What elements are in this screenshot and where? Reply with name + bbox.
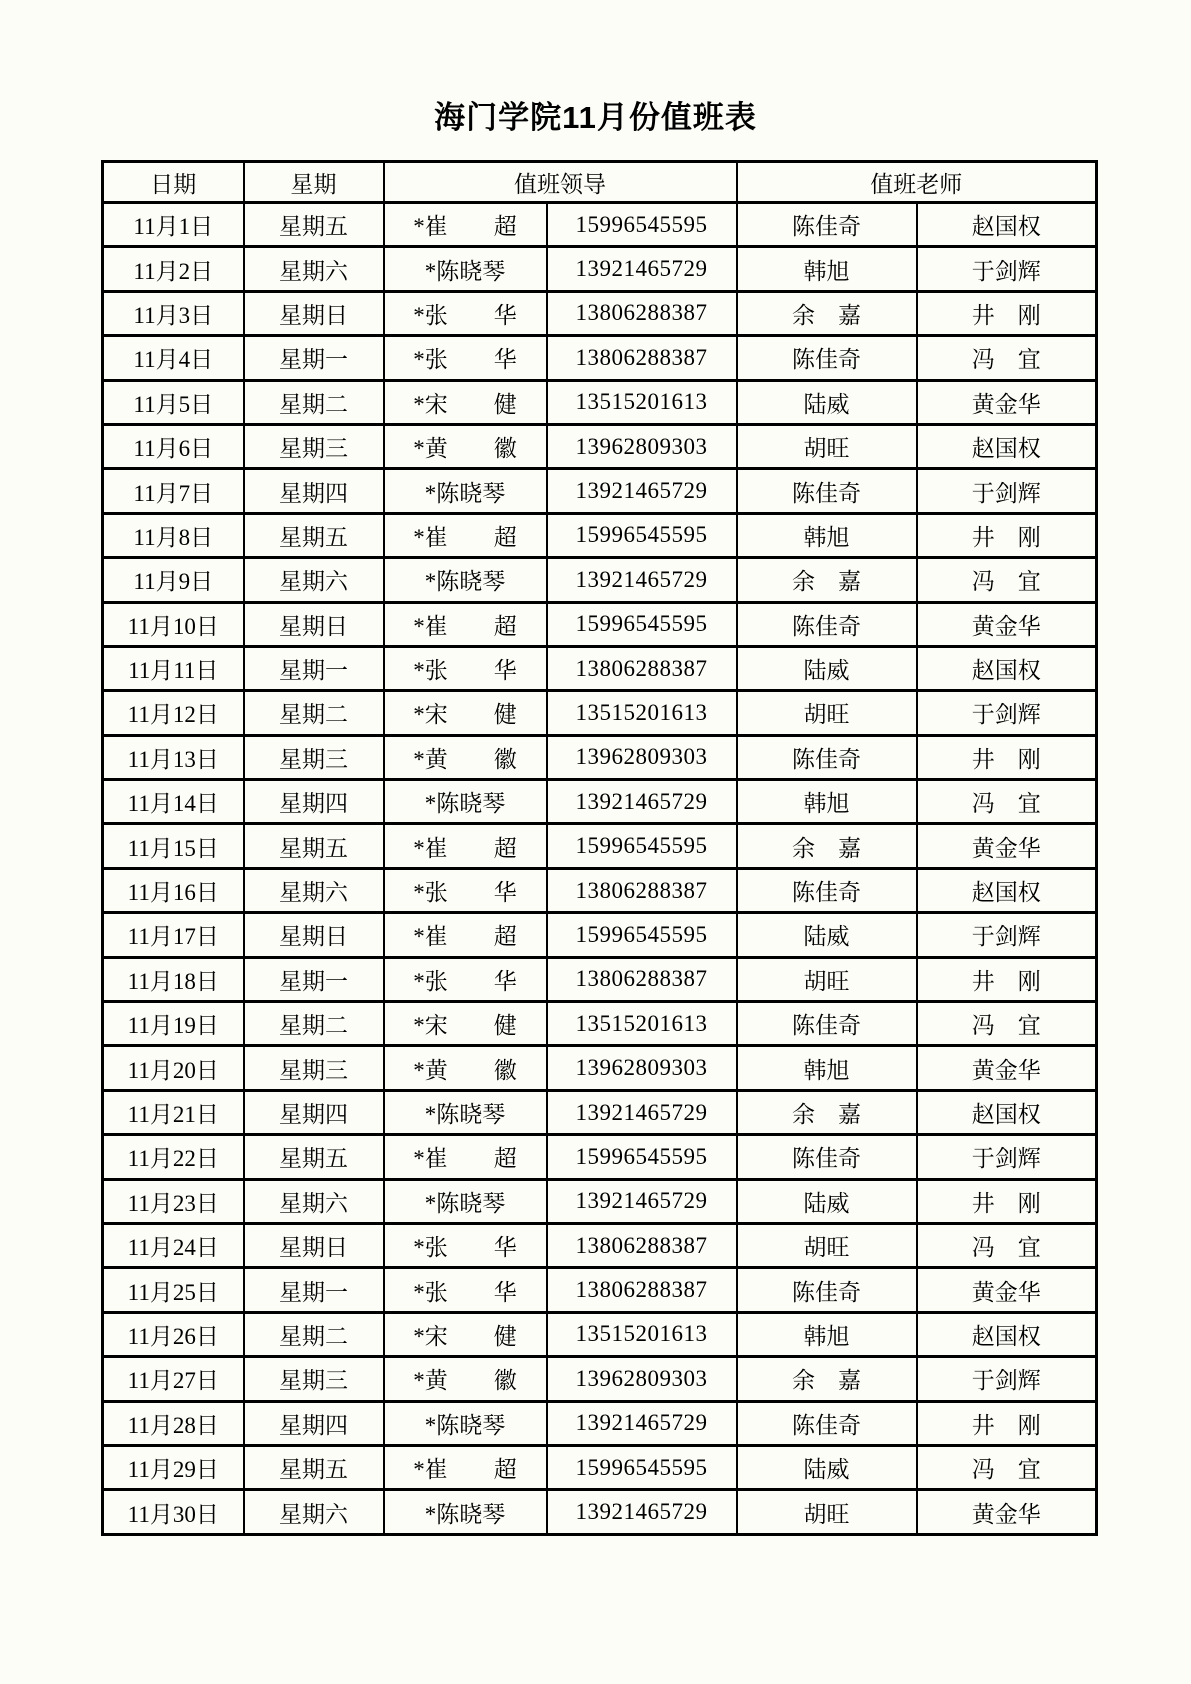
table-row <box>103 291 1097 335</box>
table-row <box>103 380 1097 424</box>
leader-phone-cell: 13806288387 <box>547 957 737 1001</box>
teacher-1-cell: 韩旭 <box>737 780 917 824</box>
weekday-cell: 星期日 <box>244 913 384 957</box>
leader-phone-cell: 13806288387 <box>547 291 737 335</box>
teacher-2-cell: 井 刚 <box>917 1179 1097 1223</box>
leader-name-cell: *陈晓琴 <box>384 1179 547 1223</box>
teacher-2-cell: 赵国权 <box>917 424 1097 468</box>
duty-table-body <box>103 203 1097 1535</box>
teacher-1-cell: 陆威 <box>737 1445 917 1489</box>
teacher-2-cell: 黄金华 <box>917 602 1097 646</box>
leader-phone-cell: 13806288387 <box>547 1268 737 1312</box>
leader-phone-cell: 13515201613 <box>547 691 737 735</box>
teacher-1-cell: 陆威 <box>737 380 917 424</box>
table-row <box>103 1002 1097 1046</box>
table-row <box>103 735 1097 779</box>
teacher-2-cell: 井 刚 <box>917 1401 1097 1445</box>
leader-name-cell: *张 华 <box>384 646 547 690</box>
leader-name-cell: *宋 健 <box>384 1002 547 1046</box>
header-date: 日期 <box>103 162 244 203</box>
weekday-cell: 星期二 <box>244 380 384 424</box>
table-row <box>103 1401 1097 1445</box>
teacher-1-cell: 陈佳奇 <box>737 1268 917 1312</box>
teacher-1-cell: 陈佳奇 <box>737 203 917 247</box>
date-cell: 11月18日 <box>103 957 244 1001</box>
leader-phone-cell: 13921465729 <box>547 1090 737 1134</box>
weekday-cell: 星期日 <box>244 602 384 646</box>
date-cell: 11月30日 <box>103 1490 244 1534</box>
leader-phone-cell: 15996545595 <box>547 513 737 557</box>
teacher-1-cell: 陈佳奇 <box>737 868 917 912</box>
header-duty-leader: 值班领导 <box>384 162 737 203</box>
teacher-2-cell: 冯 宜 <box>917 558 1097 602</box>
table-row <box>103 1268 1097 1312</box>
teacher-1-cell: 余 嘉 <box>737 1090 917 1134</box>
leader-name-cell: *崔 超 <box>384 1445 547 1489</box>
leader-phone-cell: 15996545595 <box>547 1135 737 1179</box>
teacher-2-cell: 于剑辉 <box>917 913 1097 957</box>
leader-phone-cell: 13921465729 <box>547 780 737 824</box>
teacher-2-cell: 于剑辉 <box>917 469 1097 513</box>
date-cell: 11月4日 <box>103 336 244 380</box>
weekday-cell: 星期一 <box>244 336 384 380</box>
leader-phone-cell: 13921465729 <box>547 247 737 291</box>
weekday-cell: 星期六 <box>244 558 384 602</box>
leader-phone-cell: 15996545595 <box>547 602 737 646</box>
teacher-1-cell: 胡旺 <box>737 957 917 1001</box>
date-cell: 11月22日 <box>103 1135 244 1179</box>
date-cell: 11月15日 <box>103 824 244 868</box>
date-cell: 11月16日 <box>103 868 244 912</box>
weekday-cell: 星期日 <box>244 291 384 335</box>
date-cell: 11月27日 <box>103 1357 244 1401</box>
weekday-cell: 星期五 <box>244 824 384 868</box>
leader-name-cell: *陈晓琴 <box>384 558 547 602</box>
table-row <box>103 469 1097 513</box>
leader-name-cell: *崔 超 <box>384 913 547 957</box>
weekday-cell: 星期二 <box>244 691 384 735</box>
date-cell: 11月6日 <box>103 424 244 468</box>
leader-name-cell: *黄 徽 <box>384 1046 547 1090</box>
teacher-1-cell: 陆威 <box>737 913 917 957</box>
teacher-2-cell: 冯 宜 <box>917 1445 1097 1489</box>
date-cell: 11月28日 <box>103 1401 244 1445</box>
date-cell: 11月3日 <box>103 291 244 335</box>
leader-name-cell: *宋 健 <box>384 380 547 424</box>
table-row <box>103 1179 1097 1223</box>
weekday-cell: 星期一 <box>244 1268 384 1312</box>
leader-name-cell: *黄 徽 <box>384 1357 547 1401</box>
teacher-1-cell: 胡旺 <box>737 1223 917 1267</box>
leader-phone-cell: 13921465729 <box>547 1401 737 1445</box>
leader-name-cell: *崔 超 <box>384 602 547 646</box>
date-cell: 11月1日 <box>103 203 244 247</box>
leader-name-cell: *张 华 <box>384 1268 547 1312</box>
teacher-1-cell: 余 嘉 <box>737 558 917 602</box>
teacher-2-cell: 冯 宜 <box>917 780 1097 824</box>
leader-name-cell: *宋 健 <box>384 1312 547 1356</box>
leader-phone-cell: 15996545595 <box>547 203 737 247</box>
leader-phone-cell: 13806288387 <box>547 868 737 912</box>
header-duty-teacher: 值班老师 <box>737 162 1097 203</box>
weekday-cell: 星期四 <box>244 1090 384 1134</box>
weekday-cell: 星期四 <box>244 1401 384 1445</box>
teacher-1-cell: 余 嘉 <box>737 291 917 335</box>
leader-name-cell: *黄 徽 <box>384 735 547 779</box>
table-row <box>103 424 1097 468</box>
date-cell: 11月11日 <box>103 646 244 690</box>
teacher-2-cell: 赵国权 <box>917 1090 1097 1134</box>
teacher-1-cell: 胡旺 <box>737 1490 917 1534</box>
teacher-1-cell: 陆威 <box>737 1179 917 1223</box>
leader-phone-cell: 13921465729 <box>547 1490 737 1534</box>
weekday-cell: 星期六 <box>244 1490 384 1534</box>
date-cell: 11月10日 <box>103 602 244 646</box>
teacher-2-cell: 井 刚 <box>917 957 1097 1001</box>
leader-name-cell: *宋 健 <box>384 691 547 735</box>
table-row <box>103 336 1097 380</box>
leader-name-cell: *黄 徽 <box>384 424 547 468</box>
date-cell: 11月20日 <box>103 1046 244 1090</box>
date-cell: 11月21日 <box>103 1090 244 1134</box>
weekday-cell: 星期五 <box>244 203 384 247</box>
table-row <box>103 957 1097 1001</box>
date-cell: 11月23日 <box>103 1179 244 1223</box>
leader-name-cell: *陈晓琴 <box>384 780 547 824</box>
weekday-cell: 星期一 <box>244 957 384 1001</box>
table-row <box>103 691 1097 735</box>
teacher-1-cell: 胡旺 <box>737 424 917 468</box>
leader-phone-cell: 13962809303 <box>547 735 737 779</box>
teacher-2-cell: 黄金华 <box>917 824 1097 868</box>
leader-phone-cell: 13806288387 <box>547 646 737 690</box>
leader-name-cell: *张 华 <box>384 1223 547 1267</box>
teacher-2-cell: 冯 宜 <box>917 1223 1097 1267</box>
teacher-2-cell: 黄金华 <box>917 1046 1097 1090</box>
date-cell: 11月5日 <box>103 380 244 424</box>
teacher-1-cell: 韩旭 <box>737 1046 917 1090</box>
table-row <box>103 247 1097 291</box>
table-row <box>103 558 1097 602</box>
date-cell: 11月19日 <box>103 1002 244 1046</box>
table-row <box>103 1046 1097 1090</box>
leader-phone-cell: 13962809303 <box>547 1357 737 1401</box>
teacher-2-cell: 冯 宜 <box>917 336 1097 380</box>
weekday-cell: 星期六 <box>244 1179 384 1223</box>
table-row <box>103 1223 1097 1267</box>
table-row <box>103 1490 1097 1534</box>
leader-phone-cell: 13921465729 <box>547 558 737 602</box>
leader-name-cell: *陈晓琴 <box>384 1490 547 1534</box>
table-row <box>103 1090 1097 1134</box>
teacher-2-cell: 井 刚 <box>917 735 1097 779</box>
teacher-2-cell: 黄金华 <box>917 1268 1097 1312</box>
teacher-1-cell: 陈佳奇 <box>737 602 917 646</box>
weekday-cell: 星期二 <box>244 1002 384 1046</box>
leader-phone-cell: 13806288387 <box>547 1223 737 1267</box>
weekday-cell: 星期日 <box>244 1223 384 1267</box>
teacher-1-cell: 韩旭 <box>737 1312 917 1356</box>
teacher-1-cell: 陈佳奇 <box>737 469 917 513</box>
leader-phone-cell: 13921465729 <box>547 469 737 513</box>
teacher-2-cell: 赵国权 <box>917 203 1097 247</box>
teacher-1-cell: 陈佳奇 <box>737 336 917 380</box>
leader-phone-cell: 15996545595 <box>547 913 737 957</box>
date-cell: 11月9日 <box>103 558 244 602</box>
weekday-cell: 星期五 <box>244 1135 384 1179</box>
teacher-1-cell: 胡旺 <box>737 691 917 735</box>
weekday-cell: 星期四 <box>244 780 384 824</box>
leader-phone-cell: 13962809303 <box>547 424 737 468</box>
teacher-1-cell: 陈佳奇 <box>737 735 917 779</box>
weekday-cell: 星期五 <box>244 513 384 557</box>
leader-name-cell: *崔 超 <box>384 824 547 868</box>
date-cell: 11月29日 <box>103 1445 244 1489</box>
date-cell: 11月26日 <box>103 1312 244 1356</box>
teacher-2-cell: 黄金华 <box>917 1490 1097 1534</box>
teacher-2-cell: 于剑辉 <box>917 247 1097 291</box>
teacher-2-cell: 赵国权 <box>917 868 1097 912</box>
weekday-cell: 星期六 <box>244 868 384 912</box>
teacher-2-cell: 于剑辉 <box>917 1135 1097 1179</box>
teacher-2-cell: 冯 宜 <box>917 1002 1097 1046</box>
teacher-2-cell: 于剑辉 <box>917 1357 1097 1401</box>
weekday-cell: 星期一 <box>244 646 384 690</box>
leader-phone-cell: 15996545595 <box>547 1445 737 1489</box>
teacher-2-cell: 黄金华 <box>917 380 1097 424</box>
table-row <box>103 1445 1097 1489</box>
header-weekday: 星期 <box>244 162 384 203</box>
leader-phone-cell: 13962809303 <box>547 1046 737 1090</box>
weekday-cell: 星期三 <box>244 424 384 468</box>
teacher-1-cell: 余 嘉 <box>737 824 917 868</box>
teacher-2-cell: 赵国权 <box>917 1312 1097 1356</box>
leader-name-cell: *崔 超 <box>384 1135 547 1179</box>
table-row <box>103 602 1097 646</box>
table-row <box>103 868 1097 912</box>
leader-phone-cell: 13806288387 <box>547 336 737 380</box>
leader-phone-cell: 15996545595 <box>547 824 737 868</box>
header-row <box>103 162 1097 203</box>
date-cell: 11月8日 <box>103 513 244 557</box>
table-row <box>103 913 1097 957</box>
teacher-1-cell: 陆威 <box>737 646 917 690</box>
date-cell: 11月17日 <box>103 913 244 957</box>
weekday-cell: 星期五 <box>244 1445 384 1489</box>
leader-name-cell: *张 华 <box>384 868 547 912</box>
teacher-2-cell: 井 刚 <box>917 291 1097 335</box>
date-cell: 11月12日 <box>103 691 244 735</box>
table-row <box>103 780 1097 824</box>
teacher-1-cell: 陈佳奇 <box>737 1135 917 1179</box>
leader-phone-cell: 13921465729 <box>547 1179 737 1223</box>
date-cell: 11月2日 <box>103 247 244 291</box>
leader-phone-cell: 13515201613 <box>547 1312 737 1356</box>
weekday-cell: 星期三 <box>244 1046 384 1090</box>
weekday-cell: 星期三 <box>244 1357 384 1401</box>
teacher-2-cell: 井 刚 <box>917 513 1097 557</box>
table-row <box>103 1135 1097 1179</box>
leader-phone-cell: 13515201613 <box>547 1002 737 1046</box>
page-title: 海门学院11月份值班表 <box>434 100 757 135</box>
weekday-cell: 星期二 <box>244 1312 384 1356</box>
leader-name-cell: *陈晓琴 <box>384 469 547 513</box>
teacher-2-cell: 赵国权 <box>917 646 1097 690</box>
leader-name-cell: *张 华 <box>384 957 547 1001</box>
weekday-cell: 星期六 <box>244 247 384 291</box>
leader-name-cell: *陈晓琴 <box>384 1401 547 1445</box>
date-cell: 11月14日 <box>103 780 244 824</box>
teacher-1-cell: 陈佳奇 <box>737 1002 917 1046</box>
leader-phone-cell: 13515201613 <box>547 380 737 424</box>
leader-name-cell: *陈晓琴 <box>384 247 547 291</box>
teacher-1-cell: 韩旭 <box>737 247 917 291</box>
date-cell: 11月7日 <box>103 469 244 513</box>
weekday-cell: 星期三 <box>244 735 384 779</box>
date-cell: 11月25日 <box>103 1268 244 1312</box>
table-row <box>103 646 1097 690</box>
leader-name-cell: *陈晓琴 <box>384 1090 547 1134</box>
teacher-1-cell: 韩旭 <box>737 513 917 557</box>
weekday-cell: 星期四 <box>244 469 384 513</box>
leader-name-cell: *崔 超 <box>384 203 547 247</box>
date-cell: 11月24日 <box>103 1223 244 1267</box>
leader-name-cell: *张 华 <box>384 336 547 380</box>
teacher-2-cell: 于剑辉 <box>917 691 1097 735</box>
table-row <box>103 513 1097 557</box>
table-row <box>103 203 1097 247</box>
duty-roster-table <box>101 160 1098 1536</box>
teacher-1-cell: 陈佳奇 <box>737 1401 917 1445</box>
table-row <box>103 824 1097 868</box>
table-row <box>103 1312 1097 1356</box>
table-row <box>103 1357 1097 1401</box>
leader-name-cell: *崔 超 <box>384 513 547 557</box>
teacher-1-cell: 余 嘉 <box>737 1357 917 1401</box>
date-cell: 11月13日 <box>103 735 244 779</box>
leader-name-cell: *张 华 <box>384 291 547 335</box>
